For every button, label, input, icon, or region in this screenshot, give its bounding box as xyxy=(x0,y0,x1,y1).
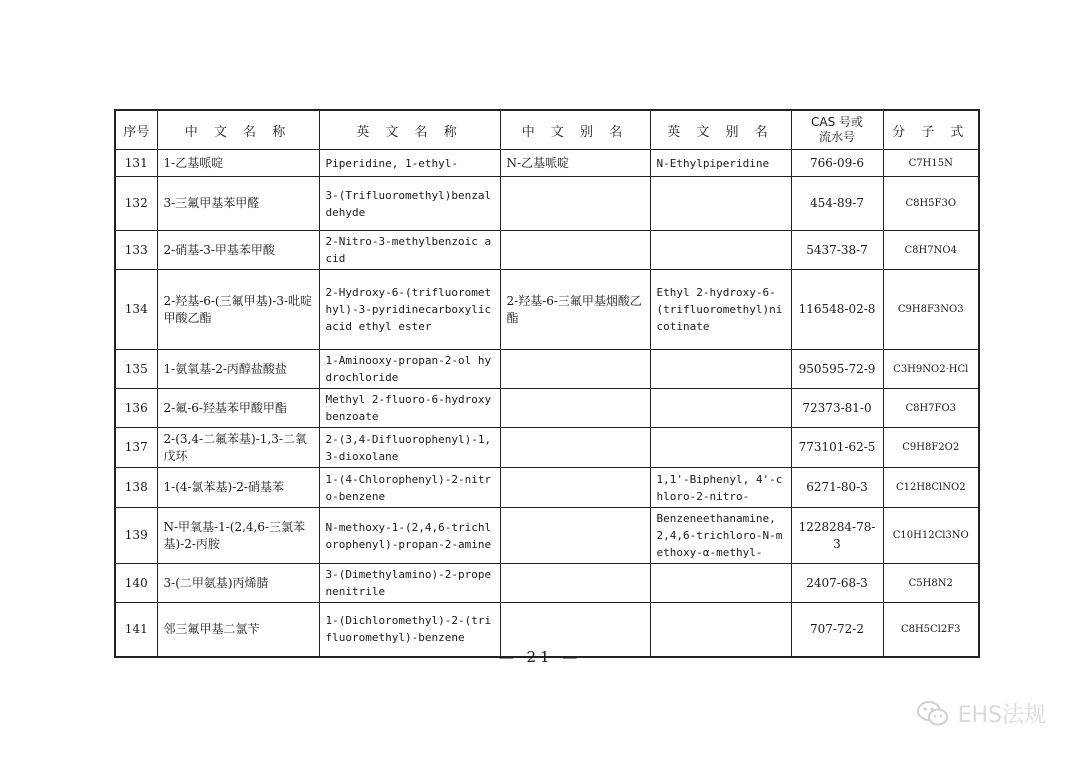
cell-cn-alias xyxy=(500,231,650,270)
cell-cas: 1228284-78-3 xyxy=(791,508,883,564)
cell-cn-name: 2-氟-6-羟基苯甲酸甲酯 xyxy=(157,389,319,428)
header-cas-line1: CAS 号或 xyxy=(810,115,864,129)
cell-cn-name: 2-羟基-6-(三氟甲基)-3-吡啶甲酸乙酯 xyxy=(157,270,319,350)
page-number: — 21 — xyxy=(498,648,582,666)
cell-cas: 116548-02-8 xyxy=(791,270,883,350)
cell-en-name: 2-(3,4-Difluorophenyl)-1,3-dioxolane xyxy=(319,428,500,468)
cell-cas: 5437-38-7 xyxy=(791,231,883,270)
cell-cn-name: 3-三氟甲基苯甲醛 xyxy=(157,177,319,231)
cell-en-alias xyxy=(650,177,791,231)
header-cn-name: 中 文 名 称 xyxy=(157,110,319,150)
cell-cas: 2407-68-3 xyxy=(791,564,883,603)
cell-cn-name: 3-(二甲氨基)丙烯腈 xyxy=(157,564,319,603)
cell-cn-alias xyxy=(500,177,650,231)
cell-cn-name: N-甲氧基-1-(2,4,6-三氯苯基)-2-丙胺 xyxy=(157,508,319,564)
cell-cn-name: 2-硝基-3-甲基苯甲酸 xyxy=(157,231,319,270)
cell-cn-alias xyxy=(500,428,650,468)
table-row xyxy=(115,564,979,603)
table-row xyxy=(115,350,979,389)
cell-cas: 454-89-7 xyxy=(791,177,883,231)
cell-cas: 773101-62-5 xyxy=(791,428,883,468)
header-en-name: 英 文 名 称 xyxy=(319,110,500,150)
cell-cn-alias xyxy=(500,508,650,564)
cell-no: 131 xyxy=(115,150,157,177)
header-cas-line2: 流水号 xyxy=(818,130,855,144)
watermark-text: EHS法规 xyxy=(957,703,1046,728)
cell-en-name: 1-(Dichloromethyl)-2-(trifluoromethyl)-benzene xyxy=(319,603,500,657)
cell-formula: C8H5Cl2F3 xyxy=(883,603,979,657)
table-row xyxy=(115,468,979,508)
cell-en-name: 2-Nitro-3-methylbenzoic acid xyxy=(319,231,500,270)
table-row xyxy=(115,270,979,350)
cell-formula: C10H12Cl3NO xyxy=(883,508,979,564)
table-row xyxy=(115,508,979,564)
header-en-alias: 英 文 别 名 xyxy=(650,110,791,150)
cell-cas: 950595-72-9 xyxy=(791,350,883,389)
cell-en-name: 2-Hydroxy-6-(trifluoromethyl)-3-pyridinecarboxylic acid ethyl ester xyxy=(319,270,500,350)
cell-cn-alias xyxy=(500,389,650,428)
table-row xyxy=(115,231,979,270)
chemical-table xyxy=(114,109,980,658)
cell-en-alias xyxy=(650,428,791,468)
cell-no: 136 xyxy=(115,389,157,428)
table-row xyxy=(115,389,979,428)
table-row xyxy=(115,150,979,177)
cell-en-alias: Benzeneethanamine, 2,4,6-trichloro-N-methoxy-α-methyl- xyxy=(650,508,791,564)
cell-en-alias xyxy=(650,350,791,389)
cell-formula: C9H8F2O2 xyxy=(883,428,979,468)
cell-cn-alias: N-乙基哌啶 xyxy=(500,150,650,177)
cell-en-name: 3-(Trifluoromethyl)benzaldehyde xyxy=(319,177,500,231)
cell-formula: C3H9NO2·HCl xyxy=(883,350,979,389)
table-row xyxy=(115,428,979,468)
watermark xyxy=(916,698,1046,729)
cell-cn-name: 1-乙基哌啶 xyxy=(157,150,319,177)
table-row xyxy=(115,177,979,231)
cell-en-name: 1-Aminooxy-propan-2-ol hydrochloride xyxy=(319,350,500,389)
cell-formula: C8H7FO3 xyxy=(883,389,979,428)
cell-cas: 72373-81-0 xyxy=(791,389,883,428)
cell-cn-name: 1-氨氧基-2-丙醇盐酸盐 xyxy=(157,350,319,389)
cell-formula: C8H5F3O xyxy=(883,177,979,231)
header-cn-alias: 中 文 别 名 xyxy=(500,110,650,150)
cell-no: 134 xyxy=(115,270,157,350)
header-cas xyxy=(791,110,883,150)
cell-cn-name: 1-(4-氯苯基)-2-硝基苯 xyxy=(157,468,319,508)
header-seq: 序号 xyxy=(115,110,157,150)
cell-en-alias: 1,1'-Biphenyl, 4'-chloro-2-nitro- xyxy=(650,468,791,508)
cell-cn-alias xyxy=(500,468,650,508)
cell-en-alias xyxy=(650,564,791,603)
cell-en-name: 1-(4-Chlorophenyl)-2-nitro-benzene xyxy=(319,468,500,508)
cell-no: 138 xyxy=(115,468,157,508)
cell-cn-name: 邻三氟甲基二氯苄 xyxy=(157,603,319,657)
cell-no: 133 xyxy=(115,231,157,270)
cell-formula: C9H8F3NO3 xyxy=(883,270,979,350)
cell-en-alias: Ethyl 2-hydroxy-6-(trifluoromethyl)nicotinate xyxy=(650,270,791,350)
header-formula: 分 子 式 xyxy=(883,110,979,150)
cell-no: 140 xyxy=(115,564,157,603)
cell-en-alias: N-Ethylpiperidine xyxy=(650,150,791,177)
cell-cn-alias xyxy=(500,564,650,603)
cell-en-alias xyxy=(650,389,791,428)
cell-formula: C8H7NO4 xyxy=(883,231,979,270)
cell-no: 139 xyxy=(115,508,157,564)
cell-cn-name: 2-(3,4-二氟苯基)-1,3-二氧戊环 xyxy=(157,428,319,468)
cell-cas: 766-09-6 xyxy=(791,150,883,177)
chemical-table-container xyxy=(114,109,978,658)
cell-formula: C7H15N xyxy=(883,150,979,177)
cell-no: 132 xyxy=(115,177,157,231)
cell-cn-alias xyxy=(500,350,650,389)
cell-en-name: Methyl 2-fluoro-6-hydroxybenzoate xyxy=(319,389,500,428)
table-header-row xyxy=(115,110,979,150)
cell-en-name: Piperidine, 1-ethyl- xyxy=(319,150,500,177)
cell-no: 137 xyxy=(115,428,157,468)
cell-en-alias xyxy=(650,231,791,270)
cell-no: 141 xyxy=(115,603,157,657)
cell-formula: C12H8ClNO2 xyxy=(883,468,979,508)
wechat-icon xyxy=(916,700,950,728)
cell-cn-alias: 2-羟基-6-三氟甲基烟酸乙酯 xyxy=(500,270,650,350)
cell-cas: 6271-80-3 xyxy=(791,468,883,508)
cell-cas: 707-72-2 xyxy=(791,603,883,657)
cell-en-name: 3-(Dimethylamino)-2-propenenitrile xyxy=(319,564,500,603)
cell-formula: C5H8N2 xyxy=(883,564,979,603)
cell-en-name: N-methoxy-1-(2,4,6-trichlorophenyl)-propan-2-amine xyxy=(319,508,500,564)
cell-no: 135 xyxy=(115,350,157,389)
